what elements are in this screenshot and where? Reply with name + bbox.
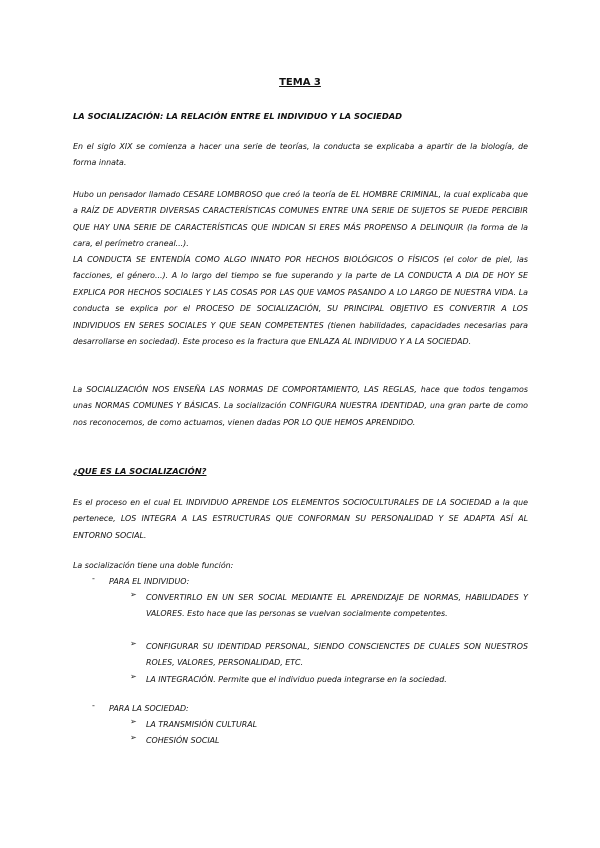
paragraph-doble-funcion: La socialización tiene una doble función: (73, 561, 234, 570)
section-heading-socializacion: LA SOCIALIZACIÓN: LA RELACIÓN ENTRE EL INDIVIDUO Y LA SOCIEDAD (73, 111, 403, 121)
arrow-bullet-icon: ➢ (130, 717, 137, 726)
list-item: COHESIÓN SOCIAL (146, 736, 220, 745)
page-title: TEMA 3 (279, 77, 321, 88)
arrow-bullet-icon: ➢ (130, 639, 137, 648)
list-label-individuo: PARA EL INDIVIDUO: (109, 577, 190, 586)
section-heading-que-es: ¿QUE ES LA SOCIALIZACIÓN? (73, 466, 207, 476)
list-item: LA INTEGRACIÓN. Permite que el individuo pueda integrarse en la sociedad. (146, 675, 447, 684)
list-item: CONVERTIRLO EN UN SER SOCIAL MEDIANTE EL APRENDIZAJE DE NORMAS, HABILIDADES Y VALORES. Esto hace que las personas se vuelvan socialmente competentes. (146, 593, 528, 619)
list-item: LA TRANSMISIÓN CULTURAL (146, 720, 258, 729)
paragraph-siglo-xix: En el siglo XIX se comienza a hacer una serie de teorías, la conducta se explicaba a apartir de la biología, de forma innata. (73, 142, 528, 168)
paragraph-normas: La SOCIALIZACIÓN NOS ENSEÑA LAS NORMAS DE COMPORTAMIENTO, LAS REGLAS, hace que todos tengamos unas NORMAS COMUNES Y BÁSICAS. La socialización CONFIGURA NUESTRA IDENTIDAD, una gran parte de como nos reconocemos, de como actuamos, vienen dadas POR LO QUE HEMOS APRENDIDO. (73, 385, 528, 427)
list-label-sociedad: PARA LA SOCIEDAD: (109, 704, 189, 713)
arrow-bullet-icon: ➢ (130, 672, 137, 681)
dash-bullet: - (92, 701, 95, 710)
list-item: CONFIGURAR SU IDENTIDAD PERSONAL, SIENDO CONSCIENCTES DE CUALES SON NUESTROS ROLES, VALORES, PERSONALIDAD, ETC. (146, 642, 528, 668)
arrow-bullet-icon: ➢ (130, 590, 137, 599)
paragraph-conducta: LA CONDUCTA SE ENTENDÍA COMO ALGO INNATO POR HECHOS BIOLÓGICOS O FÍSICOS (el color de piel, las facciones, el género...). A lo largo del tiempo se fue superando y la parte de LA CONDUCTA A DIA DE HOY SE EXPLICA POR HECHOS SOCIALES Y LAS COSAS POR LAS QUE VAMOS PASANDO A LO LARGO DE NUESTRA VIDA. La conducta se explica por el PROCESO DE SOCIALIZACIÓN, SU PRINCIPAL OBJETIVO ES CONVERTIR A LOS INDIVIDUOS EN SERES SOCIALES Y QUE SEAN COMPETENTES (tienen habilidades, capacidades necesarias para desarrollarse en sociedad). Este proceso es la fractura que ENLAZA AL INDIVIDUO Y A LA SOCIEDAD. (73, 255, 528, 347)
paragraph-lombroso: Hubo un pensador llamado CESARE LOMBROSO que creó la teoría de EL HOMBRE CRIMINAL, la cual explicaba que a RAÍZ DE ADVERTIR DIVERSAS CARACTERÍSTICAS COMUNES ENTRE UNA SERIE DE SUJETOS SE PUEDE PERCIBIR QUE HAY UNA SERIE DE CARACTERÍSTICAS QUE INDICAN SI ERES MÁS PROPENSO A DELINQUIR (la forma de la cara, el perímetro craneal...). (73, 190, 528, 249)
dash-bullet: - (92, 574, 95, 583)
paragraph-definicion: Es el proceso en el cual EL INDIVIDUO APRENDE LOS ELEMENTOS SOCIOCULTURALES DE LA SOCIEDAD a la que pertenece, LOS INTEGRA A LAS ESTRUCTURAS QUE CONFORMAN SU PERSONALIDAD Y SE ADAPTA ASÍ AL ENTORNO SOCIAL. (73, 498, 528, 540)
arrow-bullet-icon: ➢ (130, 733, 137, 742)
